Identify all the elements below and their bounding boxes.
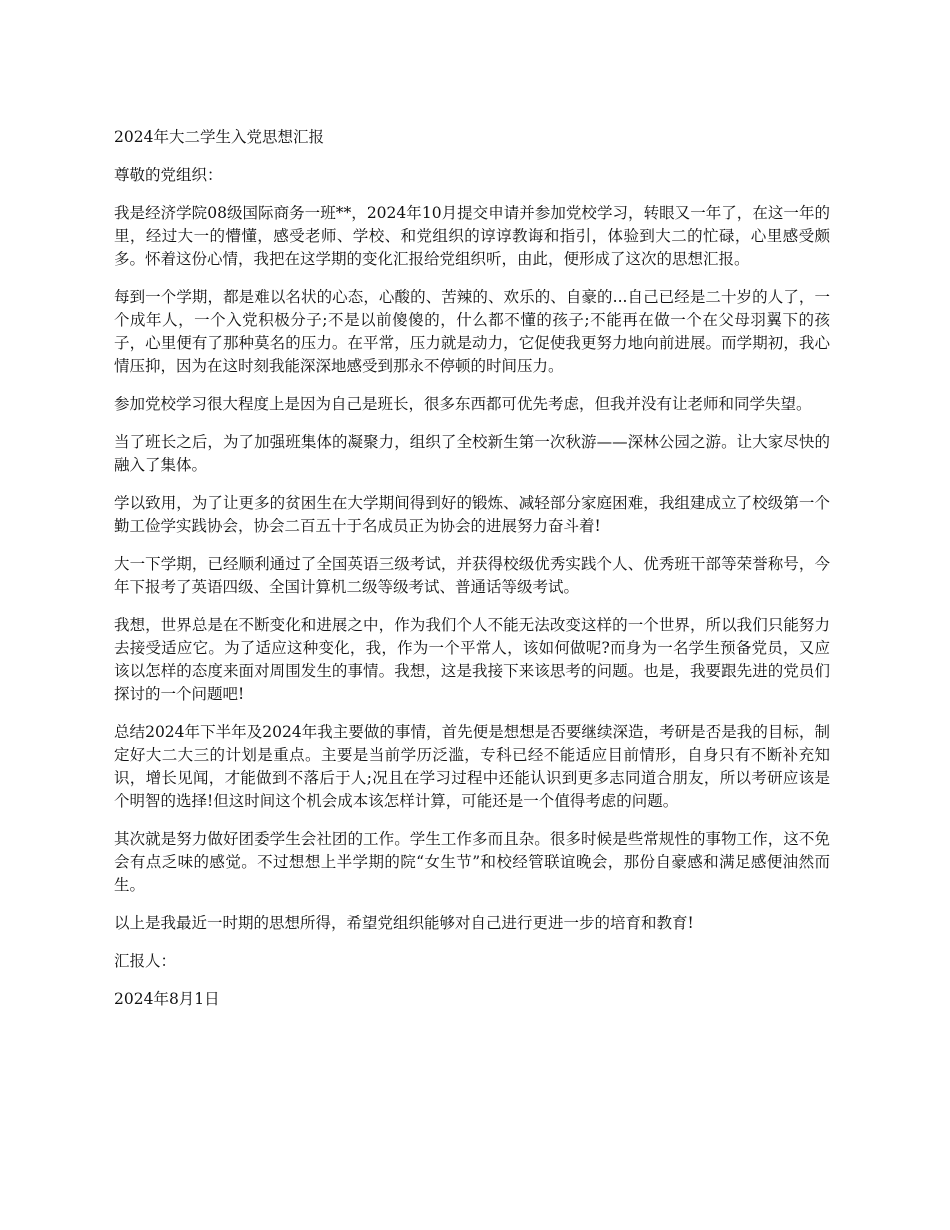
- salutation: 尊敬的党组织：: [114, 166, 223, 184]
- body-paragraph: 参加党校学习很大程度上是因为自己是班长，很多东西都可优先考虑，但我并没有让老师和同学失望。: [114, 395, 812, 413]
- signature-label: 汇报人：: [114, 952, 177, 970]
- body-paragraph: 我想，世界总是在不断变化和进展之中，作为我们个人不能无法改变这样的一个世界，所以我们只能努力去接受适应它。为了适应这种变化，我，作为一个平常人，该如何做呢?而身为一名学生预备党员，又应该以怎样的态度来面对周围发生的事情。我想，这是我接下来该思考的问题。也是，我要跟先进的党员们探讨的一个问题吧!: [114, 616, 830, 703]
- report-date: 2024年8月1日: [114, 990, 220, 1008]
- body-paragraph: 大一下学期，已经顺利通过了全国英语三级考试，并获得校级优秀实践个人、优秀班干部等荣誉称号，今年下报考了英语四级、全国计算机二级等级考试、普通话等级考试。: [114, 555, 830, 596]
- body-paragraph: 每到一个学期，都是难以名状的心态，心酸的、苦辣的、欢乐的、自豪的...自己已经是二十岁的人了，一个成年人，一个入党积极分子;不是以前傻傻的，什么都不懂的孩子;不能再在做一个在父母羽翼下的孩子，心里便有了那种莫名的压力。在平常，压力就是动力，它促使我更努力地向前进展。而学期初，我心情压抑，因为在这时刻我能深深地感受到那永不停顿的时间压力。: [114, 288, 830, 375]
- document-page: [114, 126, 830, 1026]
- document-title: 2024年大二学生入党思想汇报: [114, 128, 324, 146]
- body-paragraph: 学以致用，为了让更多的贫困生在大学期间得到好的锻炼、减轻部分家庭困难，我组建成立了校级第一个勤工俭学实践协会，协会二百五十于名成员正为协会的进展努力奋斗着!: [114, 494, 830, 535]
- body-paragraph: 我是经济学院08级国际商务一班**，2024年10月提交申请并参加党校学习，转眼又一年了，在这一年的里，经过大一的懵懂，感受老师、学校、和党组织的谆谆教诲和指引，体验到大二的忙碌，心里感受颇多。怀着这份心情，我把在这学期的变化汇报给党组织听，由此，便形成了这次的思想汇报。: [114, 204, 830, 268]
- body-paragraph: 以上是我最近一时期的思想所得，希望党组织能够对自己进行更进一步的培育和教育!: [114, 914, 694, 932]
- body-paragraph: 总结2024年下半年及2024年我主要做的事情，首先便是想想是否要继续深造，考研是否是我的目标，制定好大二大三的计划是重点。主要是当前学历泛滥，专科已经不能适应目前情形，自身只有不断补充知识，增长见闻，才能做到不落后于人;况且在学习过程中还能认识到更多志同道合朋友，所以考研应该是个明智的选择!但这时间这个机会成本该怎样计算，可能还是一个值得考虑的问题。: [114, 723, 830, 810]
- body-paragraph: 当了班长之后，为了加强班集体的凝聚力，组织了全校新生第一次秋游——深林公园之游。让大家尽快的融入了集体。: [114, 433, 830, 474]
- body-paragraph: 其次就是努力做好团委学生会社团的工作。学生工作多而且杂。很多时候是些常规性的事物工作，这不免会有点乏味的感觉。不过想想上半学期的院“女生节”和校经管联谊晚会，那份自豪感和满足感便油然而生。: [114, 830, 830, 894]
